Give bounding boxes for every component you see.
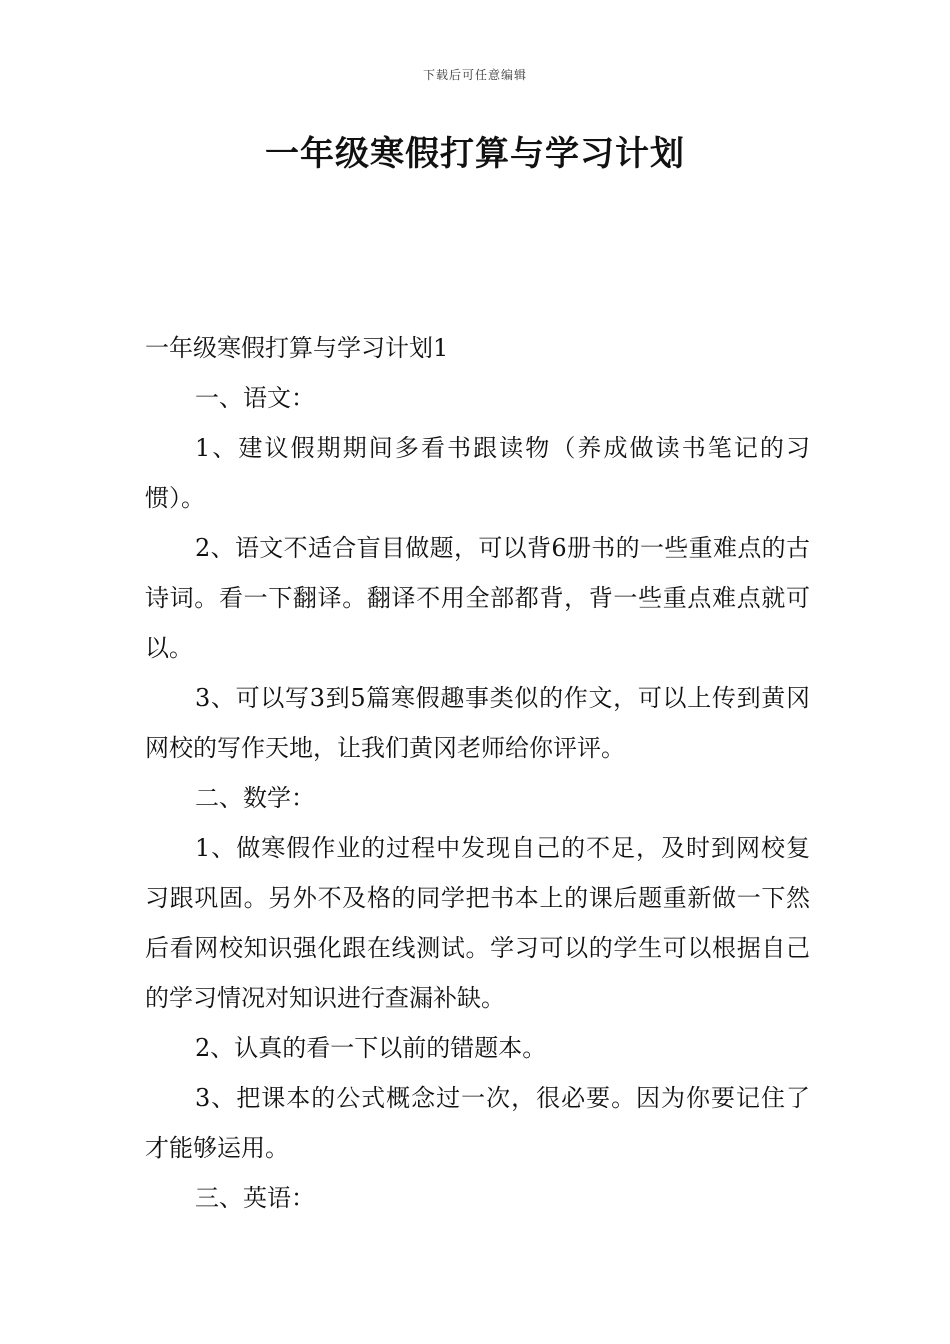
section-heading: 一年级寒假打算与学习计划1 — [145, 334, 449, 362]
paragraph: 2、认真的看一下以前的错题本。 — [195, 1034, 547, 1062]
document-title: 一年级寒假打算与学习计划 — [265, 134, 685, 174]
paragraph: 1、建议假期期间多看书跟读物（养成做读书笔记的习惯）。 — [145, 434, 810, 512]
subject-heading-chinese: 一、语文： — [195, 384, 315, 412]
download-note: 下载后可任意编辑 — [422, 68, 527, 82]
paragraph: 1、做寒假作业的过程中发现自己的不足，及时到网校复习跟巩固。另外不及格的同学把书本上的课后题重新做一下然后看网校知识强化跟在线测试。学习可以的学生可以根据自己的学习情况对知识进行查漏补缺。 — [145, 834, 810, 1012]
document-body — [145, 323, 810, 1223]
subject-heading-english: 三、英语： — [195, 1184, 315, 1212]
paragraph: 2、语文不适合盲目做题，可以背6册书的一些重难点的古诗词。看一下翻译。翻译不用全部都背，背一些重点难点就可以。 — [145, 534, 810, 662]
paragraph: 3、可以写3到5篇寒假趣事类似的作文，可以上传到黄冈网校的写作天地，让我们黄冈老师给你评评。 — [145, 684, 810, 762]
paragraph: 3、把课本的公式概念过一次，很必要。因为你要记住了才能够运用。 — [145, 1084, 810, 1162]
subject-heading-math: 二、数学： — [195, 784, 315, 812]
